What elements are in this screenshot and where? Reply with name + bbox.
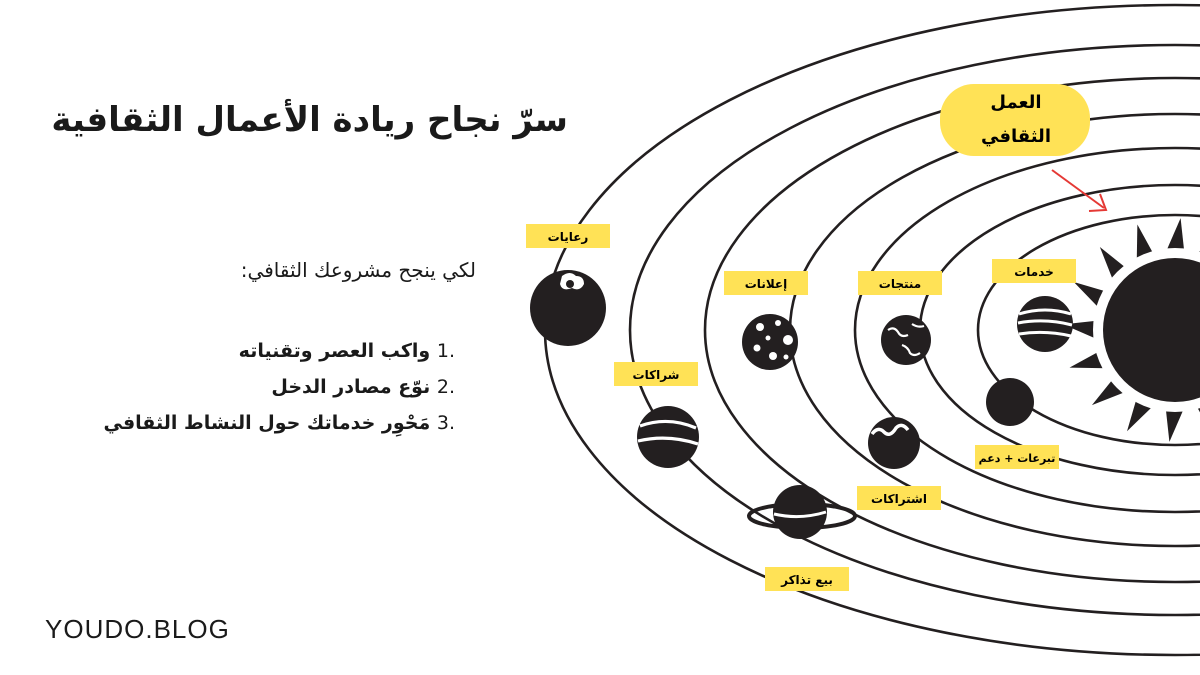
step-number: .3 [436,412,455,434]
planet-ads-icon [742,314,798,370]
planet-tickets-icon [749,485,855,539]
label-donations [975,445,1059,469]
intro-text: لكي ينجح مشروعك الثقافي: [240,258,476,282]
sun-ray [1166,218,1185,252]
page-title: سرّ نجاح ريادة الأعمال الثقافية [51,100,568,140]
list-item [104,369,456,405]
center-label-line-1: العمل [990,92,1042,113]
planet-subscriptions-icon [868,417,920,469]
step-number: .1 [436,340,455,362]
steps-list [104,333,456,441]
step-text: مَحْوِر خدماتك حول النشاط الثقافي [103,412,431,434]
label-subscriptions-text: اشتراكات [871,492,927,506]
sun-icon [1063,218,1200,442]
planet-donations-icon [986,378,1034,426]
brand-text: YOUDO.BLOG [45,614,230,644]
label-products-text: منتجات [878,277,922,291]
list-item [104,333,456,369]
label-ads [724,271,808,295]
planet-sponsorships-icon [530,270,606,346]
center-label [940,84,1090,156]
label-ads-text: إعلانات [744,277,788,291]
planet-services-icon [1017,296,1073,352]
label-subscriptions [857,486,941,510]
label-partnerships-text: شراكات [632,368,680,382]
step-text: واكب العصر وتقنياته [238,340,431,362]
label-partnerships [614,362,698,386]
label-sponsorships [526,224,610,248]
label-services-text: خدمات [1014,265,1054,279]
label-services [992,259,1076,283]
label-sponsorships-text: رعايات [547,230,589,244]
list-item [104,405,456,441]
planet-products-icon [881,315,931,365]
step-number: .2 [436,376,455,398]
planet-partnerships-icon [637,406,699,468]
label-products [858,271,942,295]
label-donations-text: تبرعات + دعم [978,452,1056,465]
label-tickets [765,567,849,591]
step-text: نوّع مصادر الدخل [271,376,431,398]
sun-ray [1166,407,1185,441]
center-label-line-2: الثقافي [981,126,1051,147]
label-tickets-text: بيع تذاكر [781,573,833,587]
